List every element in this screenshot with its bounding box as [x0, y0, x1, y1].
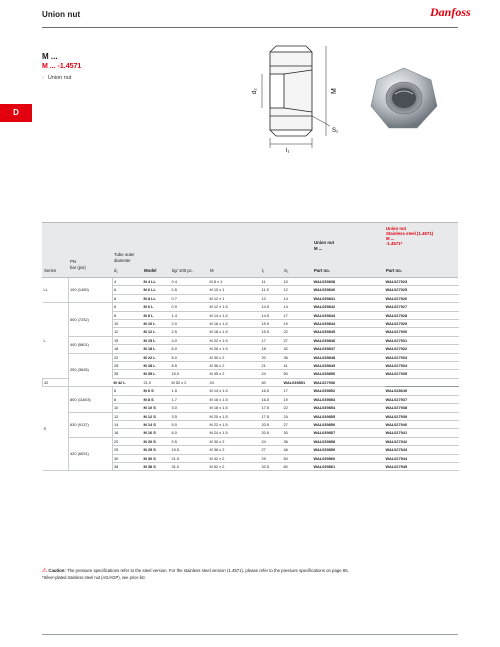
dimension-label-s: S₁: [332, 128, 339, 134]
length-cell: 11: [261, 278, 283, 286]
ss-part-no-cell: WAL027932: [385, 345, 459, 353]
tube-od-cell: 14: [113, 420, 143, 428]
thread-cell: M 12 x 1.5: [209, 303, 261, 311]
dimension-label-m: M: [331, 88, 338, 94]
specification-table: [42, 222, 458, 471]
steel-part-no-cell: WAL039851: [283, 378, 313, 386]
length-cell: 14.5: [261, 311, 283, 319]
header-ss-material: Stainless steel (1.4571): [386, 231, 434, 236]
tube-od-cell: 12: [113, 412, 143, 420]
steel-part-no-cell: WAL039846: [313, 336, 385, 344]
caution-text: The pressure specifications refer to the steel version. For the stainless steel version (1.4571), please refer to the pressure specifications on page 85.: [65, 568, 349, 573]
tube-od-cell: 12: [113, 328, 143, 336]
specification-table-body: [42, 278, 459, 471]
length-cell: 20.5: [261, 429, 283, 437]
ss-part-no-cell: WAL027939: [385, 412, 459, 420]
header-steel-model: M ...: [314, 246, 323, 251]
model-cell: M 28 L: [143, 362, 171, 370]
header-pn: PN: [70, 259, 76, 264]
steel-part-no-cell: WAL039853: [313, 395, 385, 403]
ss-part-no-cell: WAL027945: [385, 462, 459, 470]
dimension-label-d: d₂: [252, 88, 258, 94]
steel-part-no-cell: WAL039856: [313, 420, 385, 428]
product-subtitle: M ... -1.4571: [42, 63, 82, 70]
model-cell: M 12 L: [143, 328, 171, 336]
thread-cell: M 8 x 1: [209, 278, 261, 286]
thread-cell: M 14 x 1.5: [209, 311, 261, 319]
tube-od-cell: 42: [43, 378, 69, 386]
ss-part-no-cell: WAL027928: [385, 311, 459, 319]
weight-cell: 3.0: [171, 404, 209, 412]
thread-cell: M 22 x 1.5: [209, 420, 261, 428]
wrench-size-cell: 36: [283, 437, 313, 445]
model-cell: M 12 S: [143, 412, 171, 420]
weight-cell: 19.5: [171, 446, 209, 454]
header-divider: [42, 27, 458, 28]
header-ss-part-no: Part no.: [386, 268, 402, 273]
length-cell: 24: [261, 370, 283, 378]
pressure-cell: 630 (9137): [69, 412, 113, 437]
steel-part-no-cell: WAL039858: [313, 437, 385, 445]
model-cell: M 10 L: [143, 320, 171, 328]
caution-label: Caution:: [48, 568, 66, 573]
thread-cell: M 30 x 2: [209, 437, 261, 445]
length-cell: 20: [261, 353, 283, 361]
wrench-size-cell: 60: [261, 378, 283, 386]
model-cell: M 6 S: [143, 387, 171, 395]
pressure-cell: 100 (1450): [69, 278, 113, 303]
thread-cell: M 10 x 1: [209, 286, 261, 294]
wrench-size-cell: 24: [283, 412, 313, 420]
header-pn-unit: bar (psi): [70, 265, 86, 270]
wrench-size-cell: 60: [283, 462, 313, 470]
thread-cell: M 16 x 1.5: [209, 395, 261, 403]
model-cell: M 14 S: [143, 420, 171, 428]
header-ss-model: M ...: [386, 236, 395, 241]
thread-cell: M 24 x 1.5: [209, 429, 261, 437]
wrench-size-cell: 19: [283, 320, 313, 328]
length-cell: 17.5: [261, 412, 283, 420]
wrench-size-cell: 12: [283, 286, 313, 294]
steel-part-no-cell: WAL039845: [313, 328, 385, 336]
thread-cell: M 22 x 1.5: [209, 336, 261, 344]
model-cell: M 18 L: [143, 345, 171, 353]
tube-od-cell: 8: [113, 311, 143, 319]
steel-part-no-cell: WAL039861: [313, 462, 385, 470]
model-cell: M 35 L: [143, 370, 171, 378]
header-steel-part-no: Part no.: [314, 268, 330, 273]
steel-part-no-cell: WAL039854: [313, 404, 385, 412]
wrench-size-cell: 36: [283, 353, 313, 361]
thread-cell: M 42 x 2: [209, 454, 261, 462]
ss-part-no-cell: WAL027942: [385, 437, 459, 445]
header-weight: kg/ 100 pc.: [172, 268, 194, 273]
caution-note: [42, 568, 462, 574]
table-row: [43, 437, 459, 445]
length-cell: 14.5: [261, 303, 283, 311]
header-wrench-size: S₁: [284, 268, 289, 273]
ss-part-no-cell: WAL027937: [385, 395, 459, 403]
thread-cell: M 12 x 1: [209, 294, 261, 302]
wrench-size-cell: 19: [283, 395, 313, 403]
product-feature: [42, 75, 71, 81]
table-header: [42, 222, 458, 278]
header-length: l₁: [262, 268, 265, 273]
header-steel-title: Union nut: [314, 240, 335, 245]
product-feature-text: Union nut: [47, 75, 72, 81]
table-row: [43, 303, 459, 311]
wrench-size-cell: 17: [283, 387, 313, 395]
steel-part-no-cell: WAL039838: [313, 278, 385, 286]
weight-cell: 9.5: [171, 437, 209, 445]
ss-part-no-cell: WAL027936: [313, 378, 385, 386]
section-tab: D: [0, 104, 32, 122]
wrench-size-cell: 22: [283, 404, 313, 412]
wrench-size-cell: 17: [283, 311, 313, 319]
ss-part-no-cell: WAL027935: [385, 370, 459, 378]
danfoss-logo: Danfoss: [430, 5, 471, 19]
ss-part-no-cell: WAL027934: [385, 362, 459, 370]
tube-od-cell: 6: [113, 303, 143, 311]
thread-cell: M 52 x 2: [171, 378, 209, 386]
steel-part-no-cell: WAL039844: [313, 320, 385, 328]
header-ss-suffix: -1.4571*: [386, 241, 403, 246]
table-row: [43, 412, 459, 420]
length-cell: 18: [261, 345, 283, 353]
ss-part-no-cell: WAL027943: [385, 446, 459, 454]
model-cell: M 22 L: [143, 353, 171, 361]
tube-od-cell: 10: [113, 320, 143, 328]
length-cell: 15.5: [261, 320, 283, 328]
header-model: Model: [144, 268, 157, 273]
model-cell: M 4 LL: [143, 278, 171, 286]
series-cell: S: [43, 387, 69, 471]
tube-od-cell: 25: [113, 446, 143, 454]
header-ss-title: Union nut: [386, 226, 407, 231]
tube-od-cell: 35: [113, 370, 143, 378]
tube-od-cell: 22: [113, 353, 143, 361]
wrench-size-cell: 14: [283, 294, 313, 302]
warning-triangle-icon: ⚠: [42, 568, 48, 574]
weight-cell: 0.9: [171, 303, 209, 311]
tube-od-cell: 20: [113, 437, 143, 445]
header-tube-od: Tube outer: [114, 252, 135, 257]
model-cell: M 25 S: [143, 446, 171, 454]
length-cell: 21: [261, 362, 283, 370]
tube-od-cell: 8: [113, 395, 143, 403]
length-cell: 29: [261, 454, 283, 462]
tube-od-cell: 28: [113, 362, 143, 370]
steel-part-no-cell: WAL039859: [313, 446, 385, 454]
steel-part-no-cell: WAL039850: [313, 370, 385, 378]
length-cell: 11.5: [261, 286, 283, 294]
ss-part-no-cell: WAL027929: [385, 320, 459, 328]
thread-cell: M 45 x 2: [209, 370, 261, 378]
length-cell: 27: [261, 446, 283, 454]
table-row: [43, 278, 459, 286]
model-cell: M 10 S: [143, 404, 171, 412]
page-header: [0, 0, 500, 34]
length-cell: 16.5: [261, 387, 283, 395]
ss-part-no-cell: WAL027931: [385, 336, 459, 344]
model-cell: M 8 S: [143, 395, 171, 403]
tube-od-cell: 10: [113, 404, 143, 412]
steel-part-no-cell: WAL039848: [313, 353, 385, 361]
wrench-size-cell: 14: [283, 303, 313, 311]
model-cell: M 20 S: [143, 437, 171, 445]
steel-part-no-cell: WAL039843: [313, 311, 385, 319]
table-row: [43, 387, 459, 395]
weight-cell: 0.4: [171, 278, 209, 286]
steel-part-no-cell: WAL039860: [313, 454, 385, 462]
model-cell: M 15 L: [143, 336, 171, 344]
weight-cell: 2.5: [171, 328, 209, 336]
wrench-size-cell: 27: [283, 336, 313, 344]
wrench-size-cell: 27: [283, 420, 313, 428]
thread-cell: M 20 x 1.5: [209, 412, 261, 420]
ss-part-no-cell: WAL027927: [385, 303, 459, 311]
ss-part-no-cell: WAL027926: [385, 294, 459, 302]
thread-cell: M 18 x 1.5: [209, 328, 261, 336]
ss-part-no-cell: WAL027941: [385, 429, 459, 437]
weight-cell: 0.7: [171, 294, 209, 302]
thread-cell: M 52 x 2: [209, 462, 261, 470]
thread-cell: M 36 x 2: [209, 446, 261, 454]
thread-cell: M 16 x 1.5: [209, 320, 261, 328]
chevron-right-icon: ›: [42, 75, 44, 81]
steel-part-no-cell: WAL039842: [313, 303, 385, 311]
length-cell: 24: [261, 437, 283, 445]
weight-cell: 8.5: [171, 362, 209, 370]
header-tube-od-2: diameter: [114, 258, 131, 263]
wrench-size-cell: 50: [283, 370, 313, 378]
thread-cell: M 18 x 1.5: [209, 404, 261, 412]
footnote: *Silver-plated stainless steel nut (AG/AGP), see price list: [42, 575, 145, 580]
weight-cell: 1.5: [171, 387, 209, 395]
table-row: [43, 336, 459, 344]
series-cell: LL: [43, 278, 69, 303]
steel-part-no-cell: WAL039852: [313, 387, 385, 395]
steel-part-no-cell: WAL039841: [313, 294, 385, 302]
length-cell: 17: [261, 336, 283, 344]
model-cell: M 8 L: [143, 311, 171, 319]
tube-od-cell: 18: [113, 345, 143, 353]
ss-part-no-cell: WAL027940: [385, 420, 459, 428]
tube-od-cell: 30: [113, 454, 143, 462]
product-title: M ...: [42, 52, 58, 61]
weight-cell: 15.0: [171, 370, 209, 378]
wrench-size-cell: 30: [283, 429, 313, 437]
tube-od-cell: 16: [113, 429, 143, 437]
ss-part-no-cell: WAL027944: [385, 454, 459, 462]
ss-part-no-cell: WAL027925: [385, 286, 459, 294]
length-cell: 24: [209, 378, 261, 386]
wrench-size-cell: 50: [283, 454, 313, 462]
weight-cell: 4.0: [171, 336, 209, 344]
series-cell: L: [43, 303, 69, 379]
length-cell: 17.5: [261, 404, 283, 412]
pressure-cell: 500 (7252): [69, 303, 113, 337]
pressure-cell: 800 (11603): [69, 387, 113, 412]
weight-cell: 1.4: [171, 311, 209, 319]
length-cell: 20.5: [261, 420, 283, 428]
footer-divider: [42, 634, 458, 635]
length-cell: 16.5: [261, 395, 283, 403]
tube-od-cell: 6: [113, 286, 143, 294]
union-nut-technical-drawing: [230, 44, 360, 154]
ss-part-no-cell: WAL027923: [385, 278, 459, 286]
pressure-cell: 400 (5801): [69, 336, 113, 353]
weight-cell: 8.0: [171, 353, 209, 361]
dimension-label-l: l₁: [286, 148, 290, 154]
thread-cell: M 14 x 1.5: [209, 387, 261, 395]
steel-part-no-cell: WAL039849: [313, 362, 385, 370]
thread-cell: M 36 x 2: [209, 362, 261, 370]
length-cell: 32.5: [261, 462, 283, 470]
thread-cell: M 26 x 1.5: [209, 345, 261, 353]
wrench-size-cell: 46: [283, 446, 313, 454]
wrench-size-cell: 10: [283, 278, 313, 286]
model-cell: M 8 LL: [143, 294, 171, 302]
tube-od-cell: 38: [113, 462, 143, 470]
weight-cell: 0.5: [171, 286, 209, 294]
steel-part-no-cell: WAL039857: [313, 429, 385, 437]
page-title: Union nut: [42, 10, 81, 19]
ss-part-no-cell: WAL027933: [385, 353, 459, 361]
table-row: [43, 353, 459, 361]
weight-cell: 21.0: [143, 378, 171, 386]
weight-cell: 5.0: [171, 420, 209, 428]
union-nut-photo: [365, 64, 443, 134]
weight-cell: 6.0: [171, 429, 209, 437]
weight-cell: 3.5: [171, 412, 209, 420]
ss-part-no-cell: WAL027930: [385, 328, 459, 336]
weight-cell: 6.0: [171, 345, 209, 353]
tube-od-cell: 15: [113, 336, 143, 344]
tube-od-cell: 8: [113, 294, 143, 302]
steel-part-no-cell: WAL039847: [313, 345, 385, 353]
steel-part-no-cell: WAL039840: [313, 286, 385, 294]
ss-part-no-cell: WAL027938: [385, 404, 459, 412]
weight-cell: 21.5: [171, 454, 209, 462]
length-cell: 12: [261, 294, 283, 302]
model-cell: M 30 S: [143, 454, 171, 462]
model-cell: M 38 S: [143, 462, 171, 470]
length-cell: 15.5: [261, 328, 283, 336]
model-cell: M 42 L: [113, 378, 143, 386]
pressure-cell: 250 (3626): [69, 353, 113, 387]
header-thread: M: [210, 268, 214, 273]
header-series: Series: [44, 268, 57, 273]
wrench-size-cell: 41: [283, 362, 313, 370]
weight-cell: 2.0: [171, 320, 209, 328]
weight-cell: 1.7: [171, 395, 209, 403]
model-cell: M 6 L: [143, 303, 171, 311]
ss-part-no-cell: WAL028649: [385, 387, 459, 395]
thread-cell: M 30 x 2: [209, 353, 261, 361]
model-cell: M 6 LL: [143, 286, 171, 294]
model-cell: M 16 S: [143, 429, 171, 437]
tube-od-cell: 4: [113, 278, 143, 286]
tube-od-cell: 6: [113, 387, 143, 395]
wrench-size-cell: 22: [283, 328, 313, 336]
steel-part-no-cell: WAL039855: [313, 412, 385, 420]
wrench-size-cell: 32: [283, 345, 313, 353]
weight-cell: 31.0: [171, 462, 209, 470]
header-tube-od-symbol: d₁: [114, 268, 118, 273]
pressure-cell: 420 (6091): [69, 437, 113, 471]
